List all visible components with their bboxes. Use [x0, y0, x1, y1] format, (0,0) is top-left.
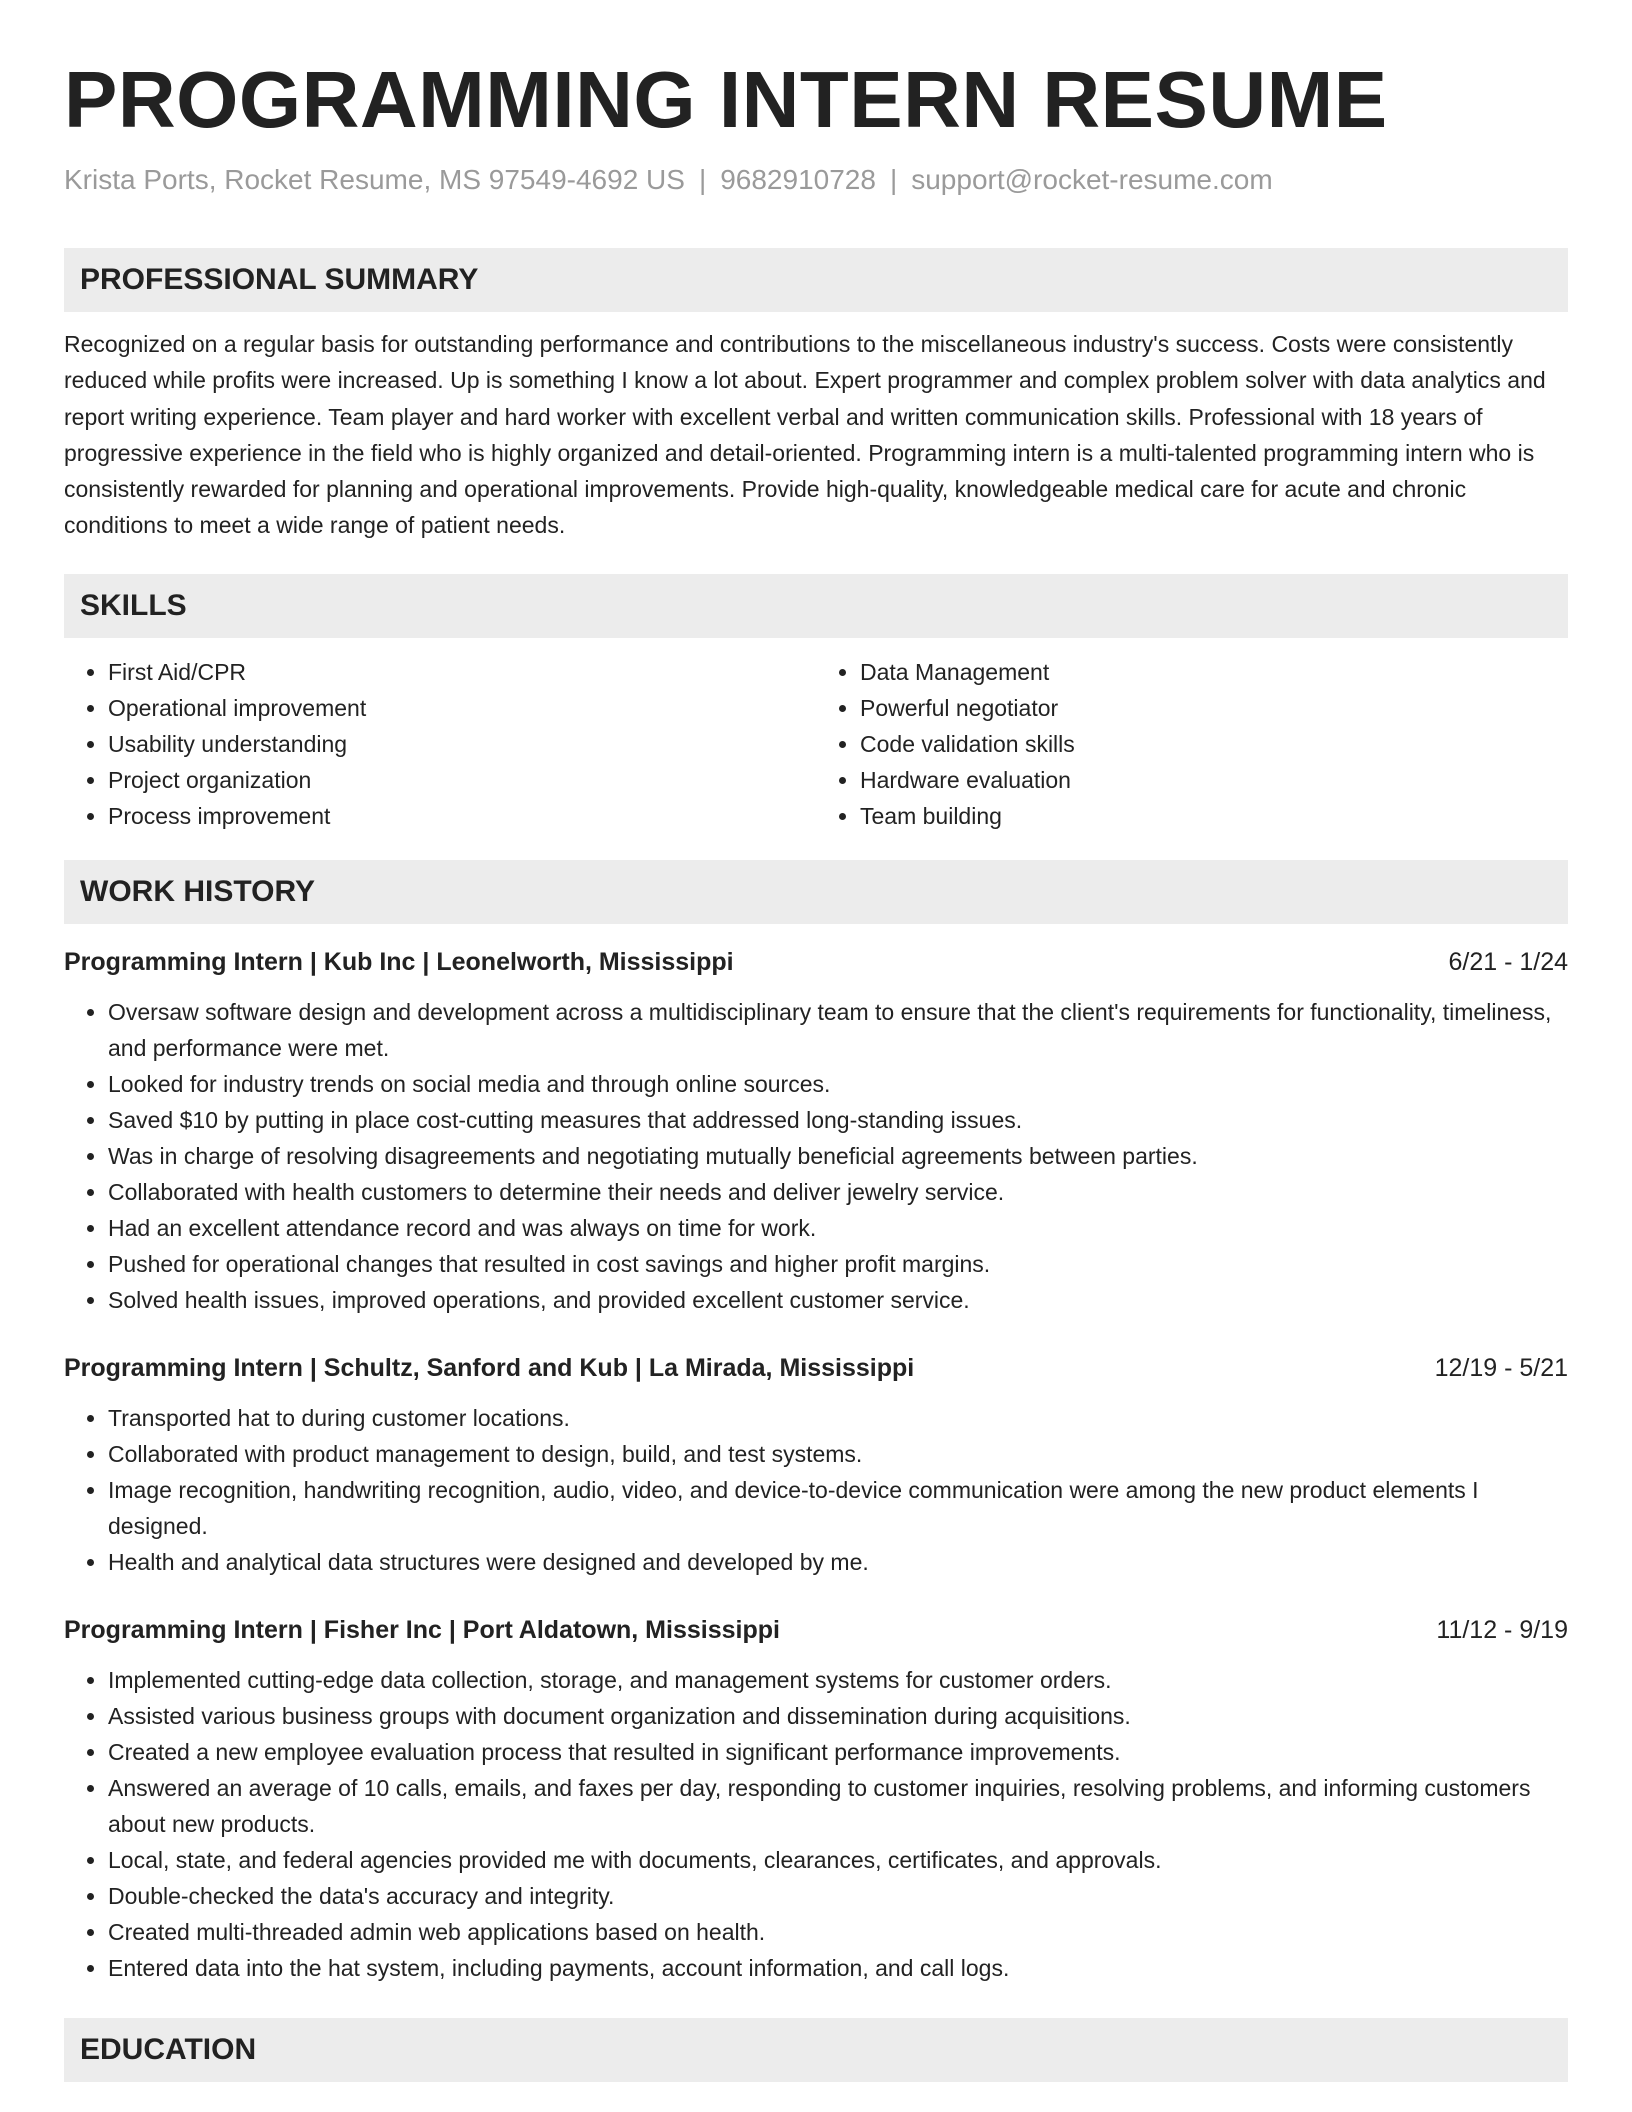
job-bullet: • Transported hat to during customer locations. [108, 1400, 1568, 1436]
job-bullets [64, 994, 1568, 1318]
job-bullet: • Implemented cutting-edge data collection, storage, and management systems for customer orders. [108, 1662, 1568, 1698]
job-title: Programming Intern | Kub Inc | Leonelworth, Mississippi [64, 947, 734, 976]
contact-separator: | [698, 164, 707, 195]
skill-item: • Powerful negotiator [860, 690, 1568, 726]
job-bullet: • Health and analytical data structures were designed and developed by me. [108, 1544, 1568, 1580]
skills-list [64, 654, 1568, 834]
section-heading-education: EDUCATION [64, 2018, 1568, 2082]
job-bullet: • Double-checked the data's accuracy and integrity. [108, 1878, 1568, 1914]
job-bullet: • Collaborated with health customers to determine their needs and deliver jewelry service. [108, 1174, 1568, 1210]
section-heading-summary: PROFESSIONAL SUMMARY [64, 248, 1568, 312]
skills-column-right [816, 654, 1568, 834]
job-bullet: • Had an excellent attendance record and was always on time for work. [108, 1210, 1568, 1246]
skill-item: • Data Management [860, 654, 1568, 690]
skill-item: • Hardware evaluation [860, 762, 1568, 798]
job-bullets [64, 1662, 1568, 1986]
skill-item: • Usability understanding [108, 726, 816, 762]
job-bullet: • Looked for industry trends on social media and through online sources. [108, 1066, 1568, 1102]
job-entry [64, 1612, 1568, 1986]
job-title: Programming Intern | Fisher Inc | Port Aldatown, Mississippi [64, 1615, 780, 1644]
skill-item: • Operational improvement [108, 690, 816, 726]
job-bullet: • Local, state, and federal agencies provided me with documents, clearances, certificates, and approvals. [108, 1842, 1568, 1878]
job-header [64, 1612, 1568, 1648]
job-bullet: • Created multi-threaded admin web applications based on health. [108, 1914, 1568, 1950]
job-bullet: • Oversaw software design and development across a multidisciplinary team to ensure that the client's requirements for functionality, timeliness, and performance were met. [108, 994, 1568, 1066]
contact-phone: 9682910728 [720, 164, 876, 195]
summary-text: Recognized on a regular basis for outstanding performance and contributions to the miscellaneous industry's success. Costs were consistently reduced while profits were increased. Up is something I know a lot about. Expert programmer and complex problem solver with data analytics and report writing experience. Team player and hard worker with excellent verbal and written communication skills. Professional with 18 years of progressive experience in the field who is highly organized and detail-oriented. Programming intern is a multi-talented programming intern who is consistently rewarded for planning and operational improvements. Provide high-quality, knowledgeable medical care for acute and chronic conditions to meet a wide range of patient needs. [64, 331, 1546, 539]
job-bullets [64, 1400, 1568, 1580]
contact-separator: | [889, 164, 898, 195]
skill-item: • First Aid/CPR [108, 654, 816, 690]
job-entry [64, 1350, 1568, 1580]
contact-email[interactable]: support@rocket-resume.com [911, 164, 1273, 195]
job-dates: 12/19 - 5/21 [1434, 1353, 1568, 1382]
skill-item: • Process improvement [108, 798, 816, 834]
job-title: Programming Intern | Schultz, Sanford and Kub | La Mirada, Mississippi [64, 1353, 915, 1382]
job-dates: 11/12 - 9/19 [1436, 1615, 1568, 1644]
job-bullet: • Solved health issues, improved operations, and provided excellent customer service. [108, 1282, 1568, 1318]
job-bullet: • Saved $10 by putting in place cost-cutting measures that addressed long-standing issues. [108, 1102, 1568, 1138]
job-bullet: • Assisted various business groups with document organization and dissemination during acquisitions. [108, 1698, 1568, 1734]
job-bullet: • Pushed for operational changes that resulted in cost savings and higher profit margins. [108, 1246, 1568, 1282]
skills-column-left [64, 654, 816, 834]
job-bullet: • Image recognition, handwriting recognition, audio, video, and device-to-device communication were among the new product elements I designed. [108, 1472, 1568, 1544]
job-bullet: • Collaborated with product management to design, build, and test systems. [108, 1436, 1568, 1472]
job-bullet: • Was in charge of resolving disagreements and negotiating mutually beneficial agreements between parties. [108, 1138, 1568, 1174]
skill-item: • Team building [860, 798, 1568, 834]
skill-item: • Project organization [108, 762, 816, 798]
job-bullet: • Created a new employee evaluation process that resulted in significant performance improvements. [108, 1734, 1568, 1770]
skill-item: • Code validation skills [860, 726, 1568, 762]
contact-line [64, 162, 1568, 198]
job-bullet: • Entered data into the hat system, including payments, account information, and call logs. [108, 1950, 1568, 1986]
section-heading-skills: SKILLS [64, 574, 1568, 638]
section-heading-work-history: WORK HISTORY [64, 860, 1568, 924]
contact-address: Krista Ports, Rocket Resume, MS 97549-4692 US [64, 164, 685, 195]
job-dates: 6/21 - 1/24 [1448, 947, 1568, 976]
job-header [64, 1350, 1568, 1386]
resume-title: PROGRAMMING INTERN RESUME [64, 55, 1388, 144]
job-header [64, 944, 1568, 980]
job-bullet: • Answered an average of 10 calls, emails, and faxes per day, responding to customer inquiries, resolving problems, and informing customers about new products. [108, 1770, 1568, 1842]
job-entry [64, 944, 1568, 1318]
